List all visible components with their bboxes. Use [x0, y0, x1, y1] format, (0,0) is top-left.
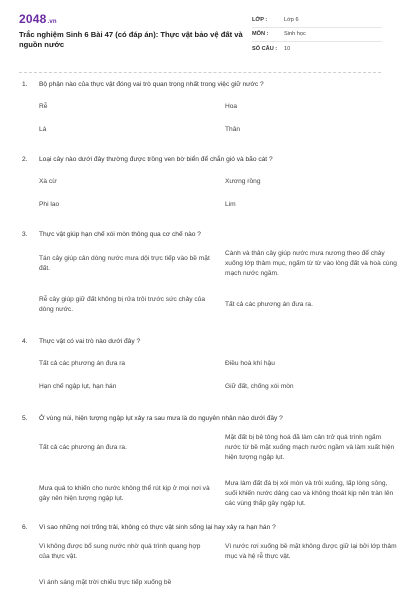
- question-number: 5.: [22, 415, 28, 422]
- question-3: [22, 230, 397, 315]
- question-number: 4.: [22, 338, 28, 345]
- meta-value: Lớp 6: [284, 16, 299, 23]
- question-text: Vì sao những nơi trống trải, không có thực vật sinh sống lại hay xảy ra hạn hán ?: [39, 524, 276, 531]
- answer-option[interactable]: Lim: [225, 201, 236, 208]
- question-4: [22, 337, 382, 392]
- document-title: Trắc nghiệm Sinh 6 Bài 47 (có đáp án): Thực vật bảo vệ đất và nguồn nước: [19, 30, 243, 49]
- meta-value: Sinh học: [284, 31, 306, 38]
- answer-options: [39, 249, 397, 315]
- question-list: [22, 80, 397, 600]
- answer-option[interactable]: Thân: [225, 126, 241, 133]
- answer-option[interactable]: [225, 295, 397, 315]
- question-text: Loại cây nào dưới đây thường được trồng ven bờ biển để chắn gió và bão cát ?: [39, 156, 273, 163]
- answer-options: [39, 359, 382, 392]
- answer-option[interactable]: Mặt đất bị bê tông hoá đã làm cản trở quá trình ngấm nước từ bề mặt xuống mạch nước ngầm và làm xuất hiện hiện tượng ngập lụt.: [225, 434, 395, 461]
- answer-option[interactable]: Cành và thân cây giúp nước mưa nương theo để chảy xuống lớp thảm mục, ngấm từ từ vào lòng đất và hoà cùng mạch nước ngầm.: [225, 250, 397, 277]
- question-stem: [22, 155, 382, 164]
- answer-option[interactable]: Xương rồng: [225, 178, 261, 185]
- answer-option[interactable]: Điều hoà khí hậu: [225, 360, 275, 367]
- answer-option[interactable]: Vì ánh sáng mặt trời chiếu trực tiếp xuống bề: [39, 579, 172, 586]
- answer-option[interactable]: Tất cả các phương án đưa ra: [39, 360, 126, 367]
- question-number: 2.: [22, 156, 28, 163]
- question-1: [22, 80, 382, 135]
- answer-option[interactable]: Vì nước rơi xuống bề mặt không được giữ lại bởi lớp thảm mục và hệ rễ thực vật.: [225, 543, 397, 560]
- question-text: Thực vật giúp hạn chế xói mòn thông qua cơ chế nào ?: [39, 231, 201, 238]
- answer-option[interactable]: [39, 433, 211, 463]
- answer-option[interactable]: Giữ đất, chống xói mòn: [225, 383, 294, 390]
- meta-row-count: [252, 42, 382, 57]
- answer-option[interactable]: Hoa: [225, 103, 238, 110]
- question-stem: [22, 414, 382, 423]
- meta-label: SỐ CÂU :: [252, 46, 278, 53]
- answer-option-text: Tán cây giúp cản dòng nước mưa dội trực tiếp vào bề mặt đất.: [39, 255, 210, 272]
- header-divider: [19, 72, 381, 73]
- question-stem: [22, 337, 382, 346]
- question-6: [22, 523, 397, 588]
- meta-value: 10: [284, 46, 291, 53]
- answer-options: [39, 542, 397, 588]
- question-stem: [22, 80, 382, 89]
- answer-options: [39, 177, 382, 210]
- question-5: [22, 414, 395, 509]
- question-2: [22, 155, 382, 210]
- question-number: 6.: [22, 524, 28, 531]
- question-text: Thực vật có vai trò nào dưới đây ?: [39, 338, 141, 345]
- answer-option[interactable]: [39, 249, 211, 279]
- answer-option-text: Tất cả các phương án đưa ra.: [225, 301, 313, 308]
- answer-options: [39, 102, 382, 135]
- answer-option[interactable]: Mưa làm đất đá bị xói mòn và trôi xuống, lấp lòng sông, suối khiến nước dâng cao và không thoát kịp nên tràn lên các vùng thấp gây ngập lụt.: [225, 480, 394, 507]
- question-number: 3.: [22, 231, 28, 238]
- meta-label: MÔN :: [252, 31, 269, 38]
- question-number: 1.: [22, 81, 28, 88]
- meta-row-subject: [252, 28, 382, 43]
- answer-option[interactable]: Lá: [39, 126, 47, 133]
- answer-option-text: Tất cả các phương án đưa ra.: [39, 444, 127, 451]
- answer-option[interactable]: [225, 578, 397, 588]
- meta-label: LỚP :: [252, 16, 268, 23]
- answer-option[interactable]: Xà cừ: [39, 178, 57, 185]
- answer-option[interactable]: [39, 479, 211, 509]
- meta-table: [252, 13, 382, 57]
- answer-option[interactable]: Hạn chế ngập lụt, hạn hán: [39, 383, 117, 390]
- site-logo[interactable]: [19, 12, 57, 26]
- answer-option[interactable]: Vì không được bổ sung nước nhờ quá trình quang hợp của thực vật.: [39, 543, 201, 560]
- question-text: Ở vùng núi, hiện tượng ngập lụt xảy ra sau mưa là do nguyên nhân nào dưới đây ?: [39, 415, 283, 422]
- logo-text: 2048: [19, 12, 47, 26]
- question-text: Bộ phận nào của thực vật đóng vai trò quan trọng nhất trong việc giữ nước ?: [39, 81, 264, 88]
- answer-option[interactable]: Phi lao: [39, 201, 60, 208]
- answer-option-text: Mưa quá to khiến cho nước không thể rút kịp ở mọi nơi và gây nên hiện tượng ngập lụt.: [39, 485, 210, 502]
- answer-options: [39, 433, 395, 509]
- meta-row-class: [252, 13, 382, 28]
- question-stem: [22, 230, 382, 239]
- logo-suffix: .vn: [47, 19, 57, 25]
- question-stem: [22, 523, 382, 532]
- page-header: [0, 0, 400, 66]
- answer-option[interactable]: Rễ: [39, 103, 48, 110]
- answer-option[interactable]: Rễ cây giúp giữ đất không bị rửa trôi trước sức chảy của dòng nước.: [39, 296, 206, 313]
